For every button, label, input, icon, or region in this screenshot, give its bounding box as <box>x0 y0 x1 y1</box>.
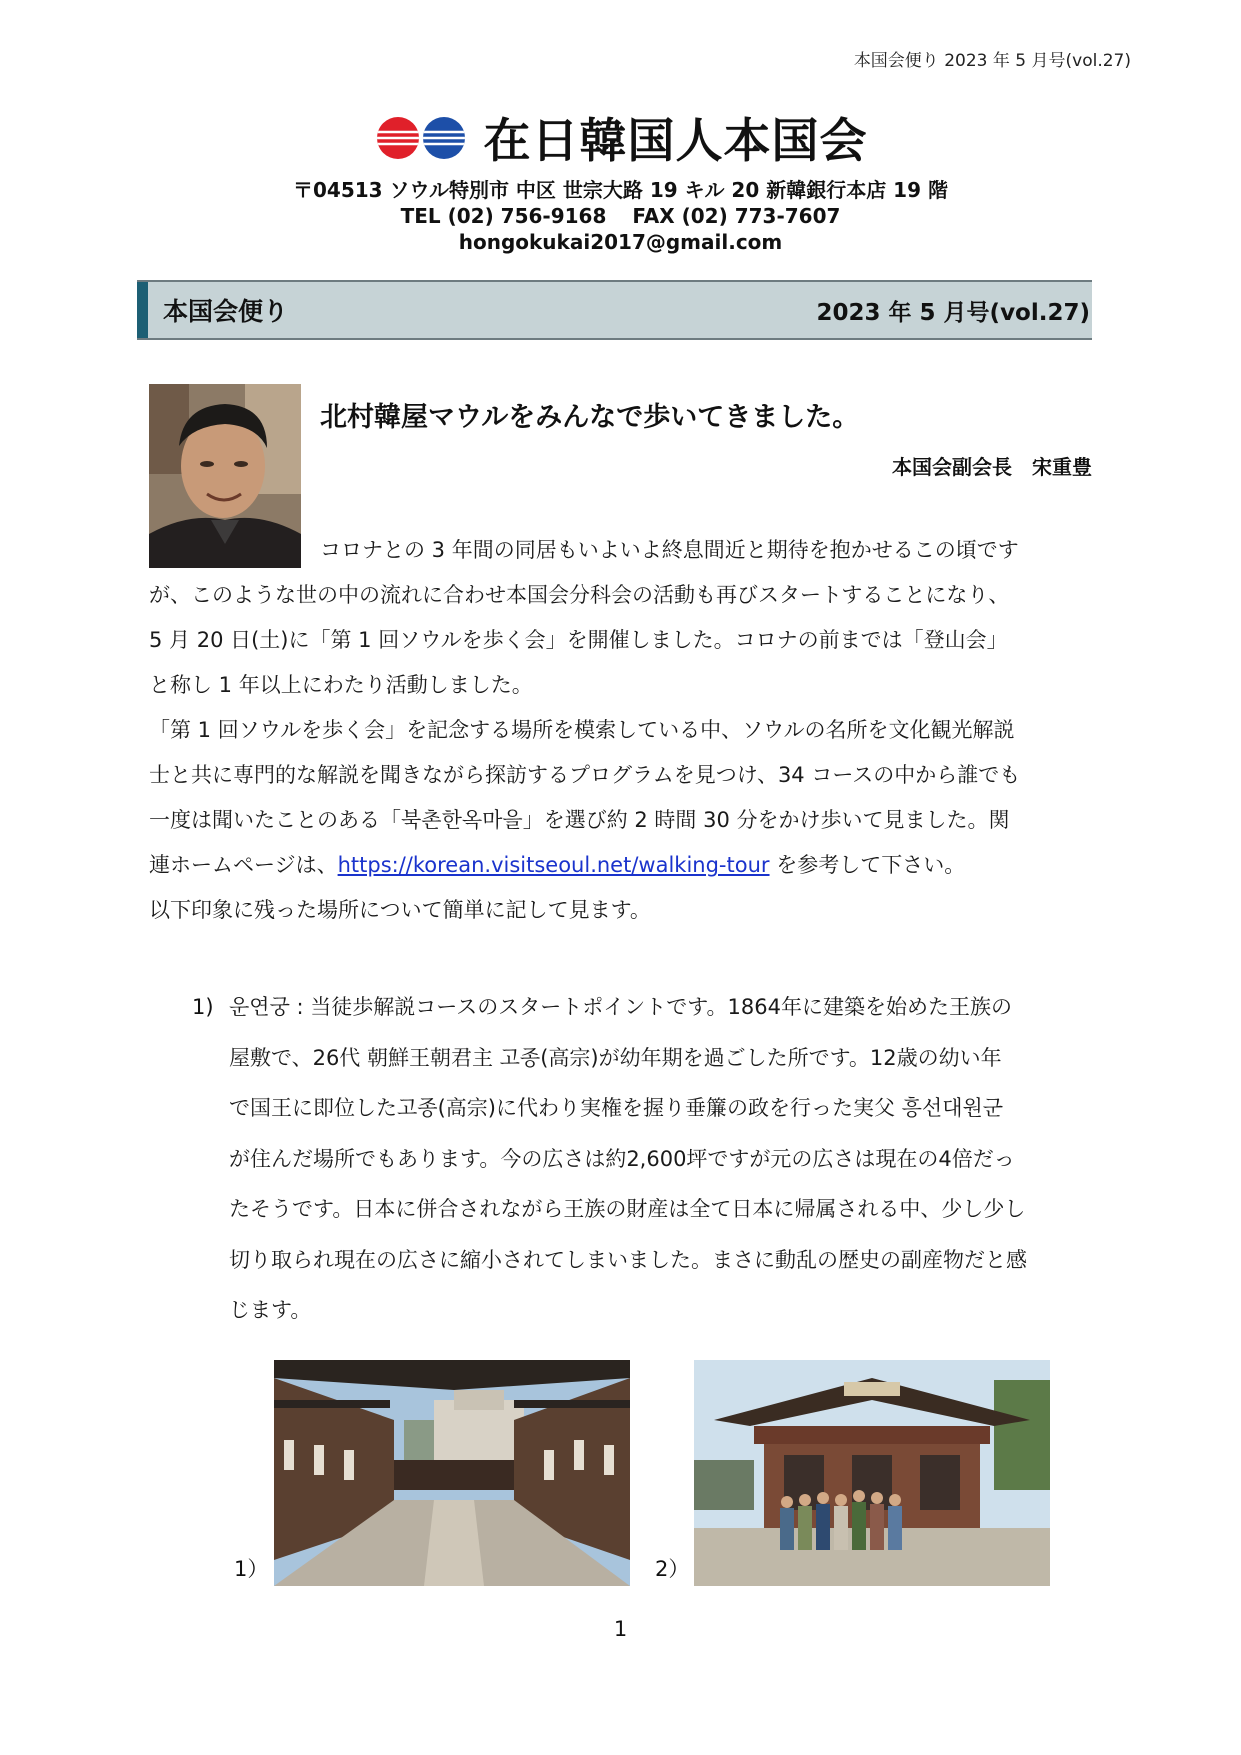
page-number: 1 <box>613 1617 628 1641</box>
organization-logo-icon <box>374 113 474 163</box>
address: 〒04513 ソウル特別市 中区 世宗大路 19 キル 20 新韓銀行本店 19 階 <box>293 178 948 202</box>
banner-accent-bar <box>137 282 148 338</box>
list-item <box>229 982 1091 1336</box>
author-photo <box>149 384 301 568</box>
list-item-line: 切り取られ現在の広さに縮小されてしまいました。まさに動乱の歴史の副産物だと感 <box>229 1247 1027 1272</box>
list-item-line: で国王に即位した고종(高宗)に代わり実権を握り垂簾の政を行った実父 흥선대원군 <box>229 1096 1004 1120</box>
organization-name: 在日韓国人本国会 <box>483 114 868 169</box>
banner-title: 本国会便り <box>163 297 289 326</box>
paragraph-2-line-3: 一度は聞いたことのある「북촌한옥마을」を選び約 2 時間 30 分をかけ歩いて見ました。関 <box>149 808 1010 832</box>
telephone: TEL (02) 756-9168 <box>400 204 607 228</box>
paragraph-1-line-1: コロナとの 3 年間の同居もいよいよ終息間近と期待を抱かせるこの頃です <box>320 538 1019 562</box>
org-line <box>0 104 1241 171</box>
paragraph-1-line-2: が、このような世の中の流れに合わせ本国会分科会の活動も再びスタートすることになり、 <box>149 583 1010 607</box>
paragraph-1-line-3: 5 月 20 日(土)に「第 1 回ソウルを歩く会」を開催しました。コロナの前までは「登山会」 <box>149 628 1008 652</box>
photo-unhyeongung-courtyard <box>274 1360 630 1586</box>
list-item-line: 屋敷で、26代 朝鮮王朝君主 고종(高宗)が幼年期を過ごした所です。12歳の幼い年 <box>229 1045 1002 1070</box>
list-item-line: じます。 <box>229 1298 312 1322</box>
photo-caption-1: 1） <box>234 1557 269 1581</box>
list-item-number: 1) <box>192 995 214 1019</box>
photo-caption-2: 2） <box>655 1557 690 1581</box>
list-item-line: が住んだ場所でもあります。今の広さは約2,600坪ですが元の広さは現在の4倍だっ <box>229 1146 1015 1171</box>
photo-group-at-hanok <box>694 1360 1050 1586</box>
paragraph-2-line-1: 「第 1 回ソウルを歩く会」を記念する場所を模索している中、ソウルの名所を文化観光解説 <box>149 718 1015 742</box>
masthead <box>0 104 1241 255</box>
list-item-line: 운연궁 : 当徒歩解説コースのスタートポイントです。1864年に建築を始めた王族の <box>229 995 1012 1019</box>
article-author: 本国会副会長 宋重豊 <box>892 455 1092 479</box>
newsletter-banner <box>137 280 1092 340</box>
walking-tour-link[interactable]: https://korean.visitseoul.net/walking-tour <box>337 853 770 877</box>
fax: FAX (02) 773-7607 <box>632 204 841 228</box>
banner-issue: 2023 年 5 月号(vol.27) <box>816 299 1090 326</box>
paragraph-1-line-4: と称し 1 年以上にわたり活動しました。 <box>149 673 533 697</box>
running-header: 本国会便り 2023 年 5 月号(vol.27) <box>853 51 1131 71</box>
contact-line <box>0 203 1241 229</box>
link-outro-text: を参考して下さい。 <box>769 853 966 877</box>
email-address[interactable]: hongokukai2017@gmail.com <box>458 230 783 254</box>
article-title: 北村韓屋マウルをみんなで歩いてきました。 <box>320 402 860 433</box>
link-intro-text: 連ホームページは、 <box>149 853 338 877</box>
paragraph-2-line-2: 士と共に専門的な解説を聞きながら探訪するプログラムを見つけ、34 コースの中から誰でも <box>149 763 1021 787</box>
paragraph-2-line-4 <box>149 843 965 888</box>
paragraph-2-line-5: 以下印象に残った場所について簡単に記して見ます。 <box>149 898 651 922</box>
list-item-line: たそうです。日本に併合されながら王族の財産は全て日本に帰属される中、少し少し <box>229 1197 1026 1221</box>
